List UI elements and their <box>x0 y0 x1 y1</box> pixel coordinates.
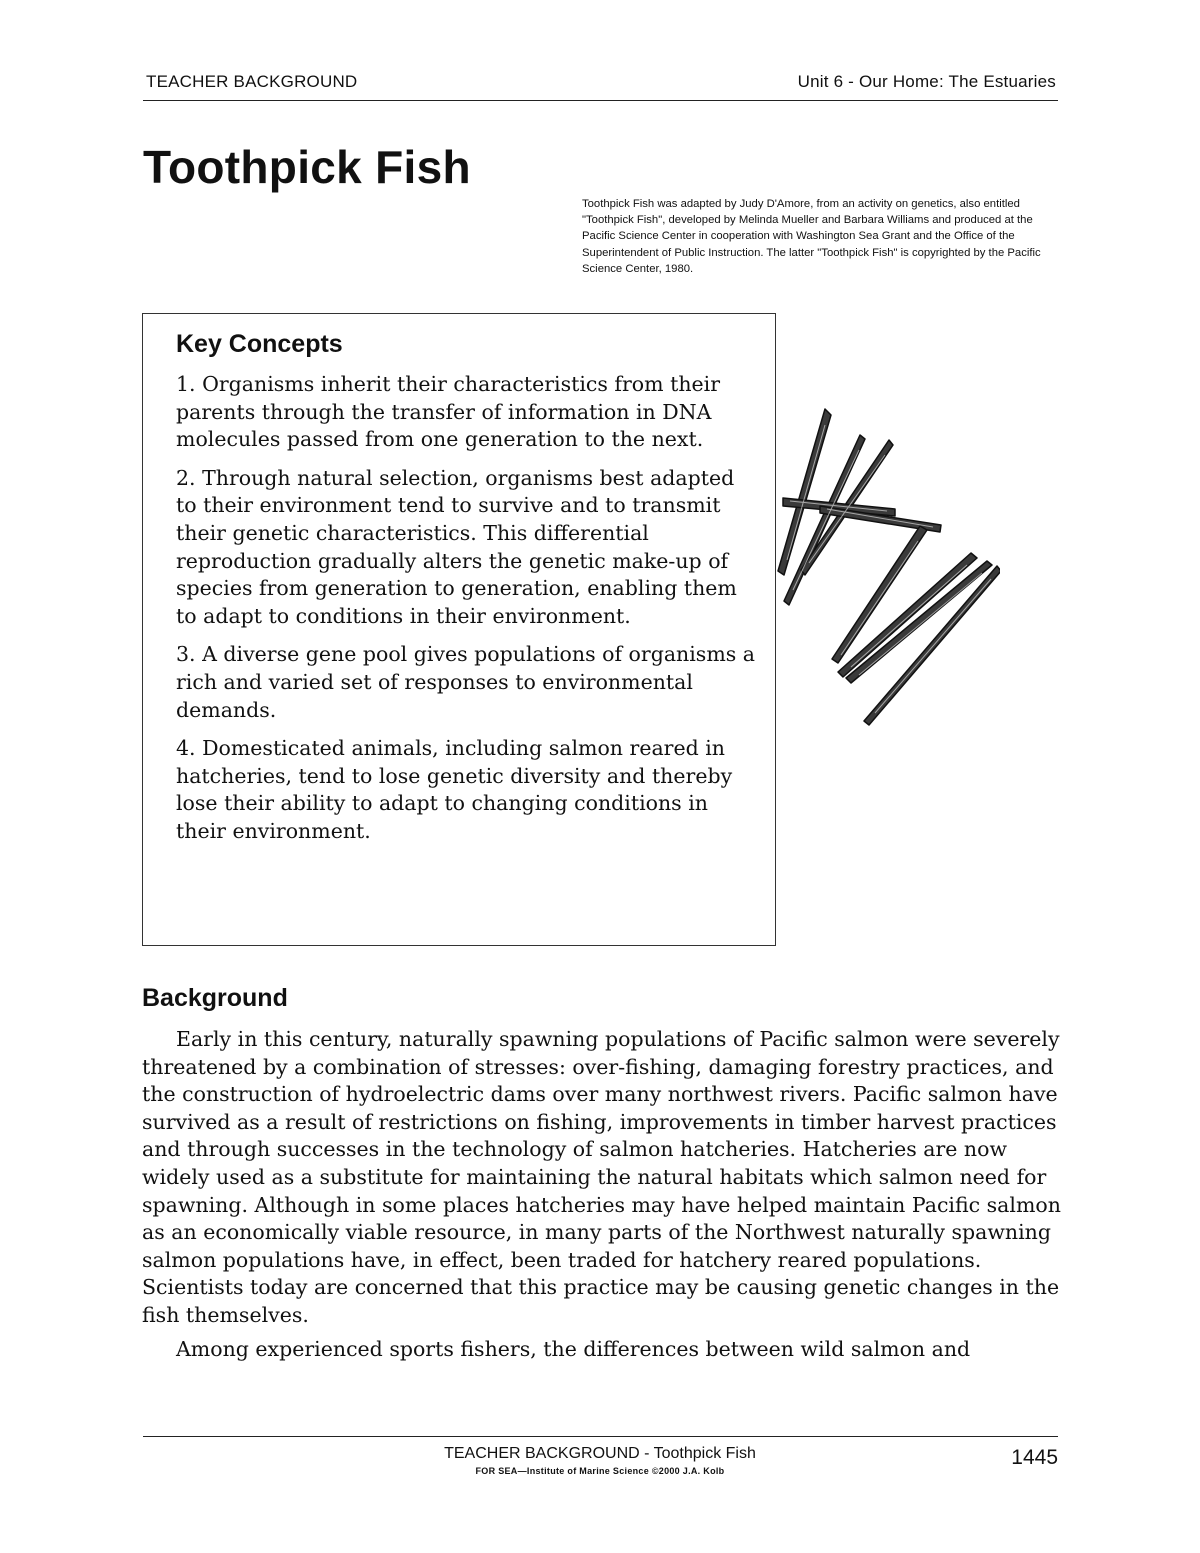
toothpicks-illustration <box>775 395 1000 735</box>
footer-divider <box>143 1436 1058 1437</box>
background-paragraph: Among experienced sports fishers, the differences between wild salmon and <box>176 1336 971 1361</box>
header-section-label: TEACHER BACKGROUND <box>146 72 358 91</box>
footer-copyright: FOR SEA—Institute of Marine Science ©2000 J.A. Kolb <box>475 1466 725 1476</box>
page-title: Toothpick Fish <box>143 141 471 193</box>
key-concept-item: 3. A diverse gene pool gives populations of organisms a rich and varied set of responses to environmental demands. <box>176 642 756 722</box>
footer-title: TEACHER BACKGROUND - Toothpick Fish <box>444 1445 756 1462</box>
key-concept-item: 1. Organisms inherit their characteristics from their parents through the transfer of information in DNA molecules passed from one generation to the next. <box>176 372 721 452</box>
header-unit-title: Unit 6 - Our Home: The Estuaries <box>797 72 1056 91</box>
key-concept-item: 2. Through natural selection, organisms best adapted to their environment tend to survive and to transmit their genetic characteristics. This differential reproduction gradually alters the genetic make-up of species from generation to generation, enabling them to adapt to conditions in their environment. <box>176 465 737 628</box>
background-paragraph: Early in this century, naturally spawning populations of Pacific salmon were severely threatened by a combination of stresses: over-fishing, damaging forestry practices, and the construction of hydroelectric dams over many northwest rivers. Pacific salmon have survived as a result of restrictions on fishing, improvements in timber harvest practices and through successes in the technology of salmon hatcheries. Hatcheries are now widely used as a substitute for maintaining the natural habitats which salmon need for spawning. Although in some places hatcheries may have helped maintain Pacific salmon as an economically viable resource, in many parts of the Northwest naturally spawning salmon populations have, in effect, been traded for hatchery reared populations. Scientists today are concerned that this practice may be causing genetic changes in the fish themselves. <box>142 1027 1061 1327</box>
toothpick-icon <box>778 409 1000 725</box>
key-concepts-heading: Key Concepts <box>176 330 343 358</box>
credit-note: Toothpick Fish was adapted by Judy D'Amore, from an activity on genetics, also entitled "Toothpick Fish", developed by Melinda Mueller and Barbara Williams and produced at the Pacific Science Center in cooperation with Washington Sea Grant and the Office of the Superintendent of Public Instruction. The latter "Toothpick Fish" is copyrighted by the Pacific Science Center, 1980. <box>582 198 1041 275</box>
background-text <box>142 1026 1067 1369</box>
page-number: 1445 <box>1011 1446 1058 1469</box>
page-header <box>143 70 1058 101</box>
key-concept-item: 4. Domesticated animals, including salmon reared in hatcheries, tend to lose genetic diversity and thereby lose their ability to adapt to changing conditions in their environment. <box>176 736 733 843</box>
key-concepts-list <box>176 371 756 857</box>
background-heading: Background <box>142 984 288 1012</box>
